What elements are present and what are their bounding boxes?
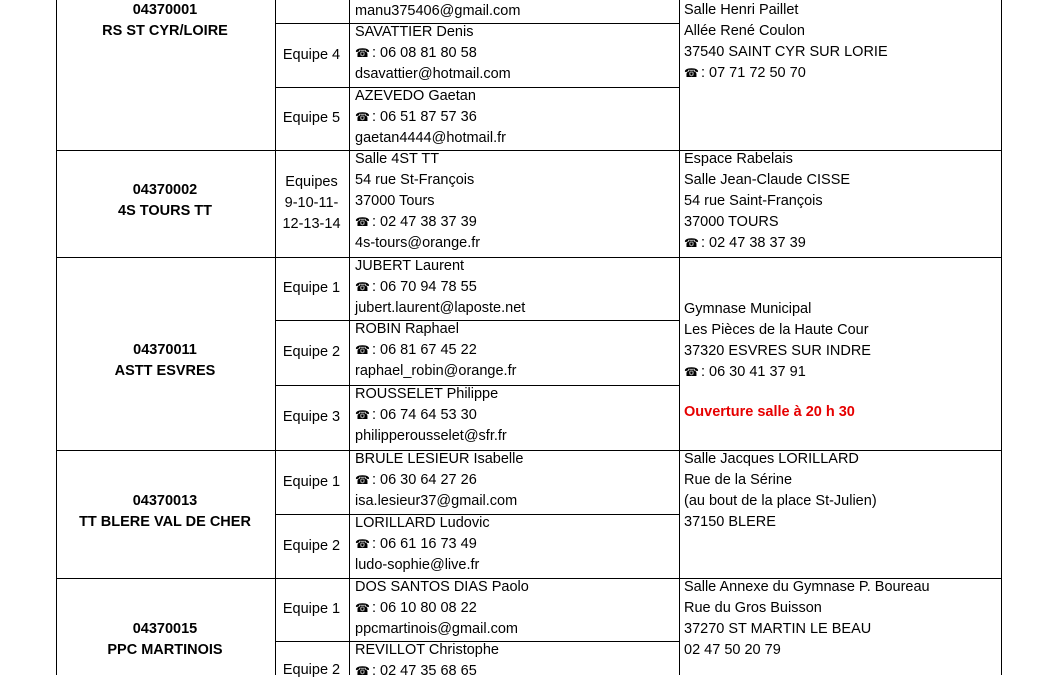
contact-line: LORILLARD Ludovic — [355, 515, 490, 531]
contact-email: gaetan4444@hotmail.fr — [355, 130, 506, 146]
phone-number: : 06 61 16 73 49 — [371, 536, 477, 552]
contact-phone — [355, 107, 477, 128]
contact-phone — [355, 534, 477, 555]
club-name: RS ST CYR/LOIRE — [102, 23, 228, 39]
column-border — [679, 0, 680, 675]
phone-number: : 06 30 64 27 26 — [371, 472, 477, 488]
phone-icon: ☎ — [355, 215, 370, 229]
phone-number: : 06 08 81 80 58 — [371, 45, 477, 61]
team-label: Equipe 2 — [282, 344, 341, 360]
contact-email: manu375406@gmail.com — [355, 3, 521, 19]
club-code: 04370011 — [133, 342, 197, 358]
phone-icon: ☎ — [355, 110, 370, 124]
club-code: 04370015 — [132, 621, 198, 637]
phone-number: : 06 51 87 57 36 — [371, 109, 477, 125]
team-column-border — [349, 150, 350, 257]
venue-line: Salle Henri Paillet — [684, 2, 799, 18]
phone-icon: ☎ — [355, 473, 370, 487]
club-code: 04370001 — [132, 2, 198, 18]
contact-email: jubert.laurent@laposte.net — [355, 300, 526, 316]
venue-line: Les Pièces de la Haute Cour — [684, 322, 869, 338]
team-column-border — [349, 578, 350, 675]
phone-number: : 07 71 72 50 70 — [700, 65, 806, 81]
phone-icon: ☎ — [355, 46, 370, 60]
contact-phone — [355, 43, 477, 64]
phone-icon: ☎ — [684, 365, 699, 379]
column-border — [56, 0, 57, 675]
phone-number: : 06 74 64 53 30 — [371, 407, 477, 423]
contact-line: REVILLOT Christophe — [355, 642, 499, 658]
club-name: 4S TOURS TT — [118, 203, 212, 219]
venue-line: 54 rue Saint-François — [684, 193, 823, 209]
club-row-border — [56, 257, 1001, 258]
team-label: Equipe 4 — [282, 46, 341, 63]
contact-line: 37000 Tours — [355, 193, 435, 209]
team-label: Equipe 1 — [282, 280, 341, 296]
phone-icon: ☎ — [684, 66, 699, 80]
venue-phone — [684, 362, 806, 383]
team-label: Equipe 1 — [282, 473, 341, 490]
contact-line: 54 rue St-François — [355, 172, 475, 188]
contact-phone — [355, 405, 477, 426]
phone-icon: ☎ — [355, 280, 370, 294]
phone-number: : 06 10 80 08 22 — [371, 600, 477, 616]
phone-icon: ☎ — [355, 601, 370, 615]
venue-line: Salle Jean-Claude CISSE — [684, 172, 851, 188]
contact-phone — [355, 598, 477, 619]
team-row-border — [275, 320, 679, 321]
venue-line: (au bout de la place St-Julien) — [684, 493, 877, 509]
column-border — [1001, 0, 1002, 675]
team-label: Equipe 3 — [282, 409, 341, 425]
phone-number: : 06 70 94 78 55 — [371, 279, 477, 295]
club-code: 04370013 — [132, 493, 198, 509]
phone-number: : 06 30 41 37 91 — [700, 364, 806, 380]
contact-line: SAVATTIER Denis — [355, 24, 474, 40]
club-name: ASTT ESVRES — [114, 363, 216, 379]
contact-line: ROBIN Raphael — [355, 321, 459, 337]
contact-line: JUBERT Laurent — [355, 258, 465, 274]
contact-email: philipperousselet@sfr.fr — [355, 428, 507, 444]
venue-line: Espace Rabelais — [684, 151, 793, 167]
venue-phone — [684, 233, 806, 254]
team-column-border — [349, 257, 350, 450]
contact-email: dsavattier@hotmail.com — [355, 66, 511, 82]
contact-line: Salle 4ST TT — [355, 151, 440, 167]
team-label: Equipe 2 — [282, 662, 341, 678]
venue-line: 02 47 50 20 79 — [684, 642, 781, 658]
venue-line: 37270 ST MARTIN LE BEAU — [684, 621, 872, 637]
venue-line: 37540 SAINT CYR SUR LORIE — [684, 44, 888, 60]
venue-line: Salle Annexe du Gymnase P. Boureau — [684, 579, 930, 595]
contact-email: 4s-tours@orange.fr — [355, 235, 481, 251]
phone-icon: ☎ — [355, 343, 370, 357]
team-row-border — [275, 87, 679, 88]
venue-line: Rue du Gros Buisson — [684, 600, 822, 616]
contact-phone — [355, 212, 477, 233]
club-row-border — [56, 150, 1001, 151]
contact-line: ROUSSELET Philippe — [355, 386, 499, 402]
venue-line: 37150 BLERE — [684, 514, 776, 530]
contact-phone — [355, 661, 477, 682]
contact-email: ludo-sophie@live.fr — [355, 557, 480, 573]
club-row-border — [56, 450, 1001, 451]
contact-phone — [355, 470, 477, 491]
contact-line: AZEVEDO Gaetan — [355, 88, 476, 104]
phone-number: : 02 47 38 37 39 — [371, 214, 477, 230]
contact-phone — [355, 277, 477, 298]
phone-number: : 02 47 35 68 65 — [371, 663, 477, 679]
contact-email: ppcmartinois@gmail.com — [355, 621, 518, 637]
phone-icon: ☎ — [684, 236, 699, 250]
contact-email: isa.lesieur37@gmail.com — [355, 493, 518, 509]
phone-icon: ☎ — [355, 408, 370, 422]
club-name: TT BLERE VAL DE CHER — [79, 514, 251, 530]
contact-line: DOS SANTOS DIAS Paolo — [355, 579, 529, 595]
phone-icon: ☎ — [355, 537, 370, 551]
phone-number: : 02 47 38 37 39 — [700, 235, 806, 251]
team-label: Equipe 1 — [282, 601, 341, 617]
venue-line: 37320 ESVRES SUR INDRE — [684, 343, 871, 359]
team-label: 9-10-11- — [284, 195, 339, 211]
phone-number: : 06 81 67 45 22 — [371, 342, 477, 358]
contact-email: raphael_robin@orange.fr — [355, 363, 517, 379]
team-row-border — [275, 23, 679, 24]
team-label: 12-13-14 — [282, 216, 341, 232]
venue-line: Salle Jacques LORILLARD — [684, 451, 859, 467]
contact-phone — [355, 340, 477, 361]
team-label: Equipe 2 — [282, 537, 341, 554]
club-name: PPC MARTINOIS — [107, 642, 223, 658]
column-border — [275, 0, 276, 675]
team-label: Equipes — [285, 174, 338, 190]
phone-icon: ☎ — [355, 664, 370, 678]
venue-phone — [684, 63, 806, 84]
venue-line: Allée René Coulon — [684, 23, 805, 39]
venue-note: Ouverture salle à 20 h 30 — [684, 404, 855, 420]
contact-line: BRULE LESIEUR Isabelle — [355, 451, 524, 467]
venue-line: Gymnase Municipal — [684, 301, 812, 317]
venue-line: 37000 TOURS — [684, 214, 779, 230]
club-code: 04370002 — [132, 182, 198, 198]
venue-line: Rue de la Sérine — [684, 472, 793, 488]
team-label: Equipe 5 — [282, 110, 341, 126]
